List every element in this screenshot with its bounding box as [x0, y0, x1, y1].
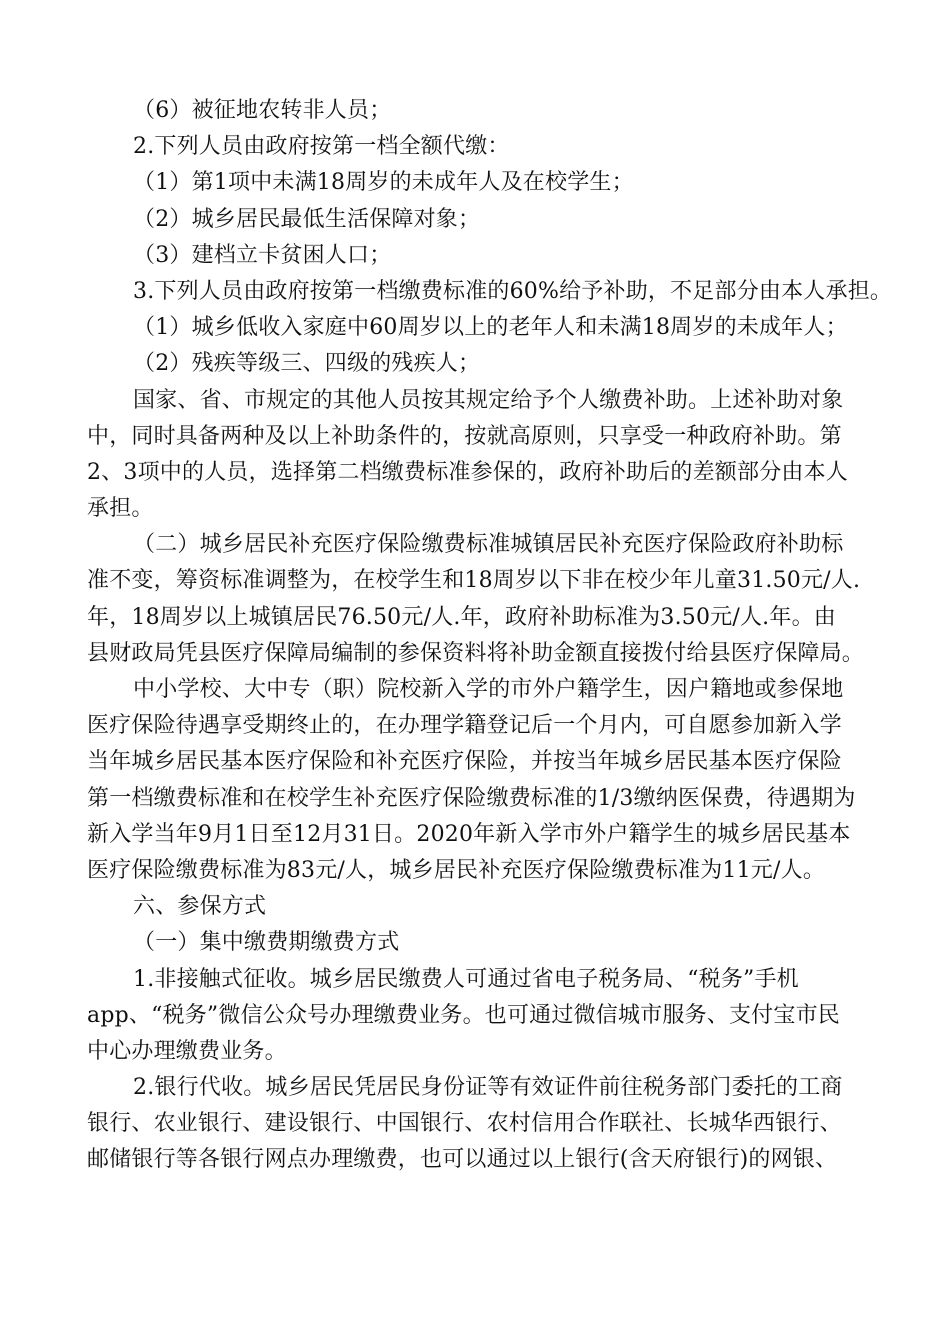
paragraph-line: 银行、农业银行、建设银行、中国银行、农村信用合作联社、长城华西银行、 [87, 1111, 842, 1137]
list-item: （1）第1项中未满18周岁的未成年人及在校学生； [133, 170, 634, 196]
subsection-heading: （一）集中缴费期缴费方式 [133, 930, 400, 956]
list-heading: 3.下列人员由政府按第一档缴费标准的60%给予补助，不足部分由本人承担。 [133, 278, 893, 304]
section-heading: 六、参保方式 [133, 894, 267, 920]
paragraph-line: app、“税务”微信公众号办理缴费业务。也可通过微信城市服务、支付宝市民 [87, 1002, 840, 1028]
list-item: （2）残疾等级三、四级的残疾人； [133, 351, 481, 377]
paragraph-line: 第一档缴费标准和在校学生补充医疗保险缴费标准的1/3缴纳医保费，待遇期为 [87, 785, 856, 811]
paragraph-line: （二）城乡居民补充医疗保险缴费标准城镇居民补充医疗保险政府补助标 [133, 532, 844, 558]
paragraph-line: 准不变，筹资标准调整为，在校学生和18周岁以下非在校少年儿童31.50元/人. [87, 568, 861, 594]
paragraph-line: 2.银行代收。城乡居民凭居民身份证等有效证件前往税务部门委托的工商 [133, 1075, 843, 1101]
paragraph-line: 年，18周岁以上城镇居民76.50元/人.年，政府补助标准为3.50元/人.年。由 [87, 604, 836, 630]
document-page [87, 93, 893, 1179]
list-item: （1）城乡低收入家庭中60周岁以上的老年人和未满18周岁的未成年人； [133, 315, 848, 341]
paragraph-line: 医疗保险缴费标准为83元/人，城乡居民补充医疗保险缴费标准为11元/人。 [87, 857, 826, 883]
paragraph-line: 1.非接触式征收。城乡居民缴费人可通过省电子税务局、“税务”手机 [133, 966, 799, 992]
paragraph-line: 新入学当年9月1日至12月31日。2020年新入学市外户籍学生的城乡居民基本 [87, 821, 851, 847]
list-item: （3）建档立卡贫困人口； [133, 242, 392, 268]
paragraph-line: 2、3项中的人员，选择第二档缴费标准参保的，政府补助后的差额部分由本人 [87, 459, 848, 485]
paragraph-line: 邮储银行等各银行网点办理缴费，也可以通过以上银行(含天府银行)的网银、 [87, 1147, 838, 1173]
list-heading: 2.下列人员由政府按第一档全额代缴： [133, 134, 510, 160]
paragraph-line: 医疗保险待遇享受期终止的，在办理学籍登记后一个月内，可自愿参加新入学 [87, 713, 842, 739]
paragraph-line: 中，同时具备两种及以上补助条件的，按就高原则，只享受一种政府补助。第 [87, 423, 842, 449]
list-item: （6）被征地农转非人员； [133, 98, 392, 123]
paragraph-line: 县财政局凭县医疗保障局编制的参保资料将补助金额直接拨付给县医疗保障局。 [87, 640, 865, 666]
paragraph-line: 承担。 [87, 496, 154, 522]
paragraph-line: 中心办理缴费业务。 [87, 1038, 287, 1064]
paragraph-line: 中小学校、大中专（职）院校新入学的市外户籍学生，因户籍地或参保地 [133, 677, 844, 702]
paragraph-line: 国家、省、市规定的其他人员按其规定给予个人缴费补助。上述补助对象 [133, 387, 844, 413]
list-item: （2）城乡居民最低生活保障对象； [133, 206, 481, 232]
paragraph-line: 当年城乡居民基本医疗保险和补充医疗保险，并按当年城乡居民基本医疗保险 [87, 749, 842, 775]
